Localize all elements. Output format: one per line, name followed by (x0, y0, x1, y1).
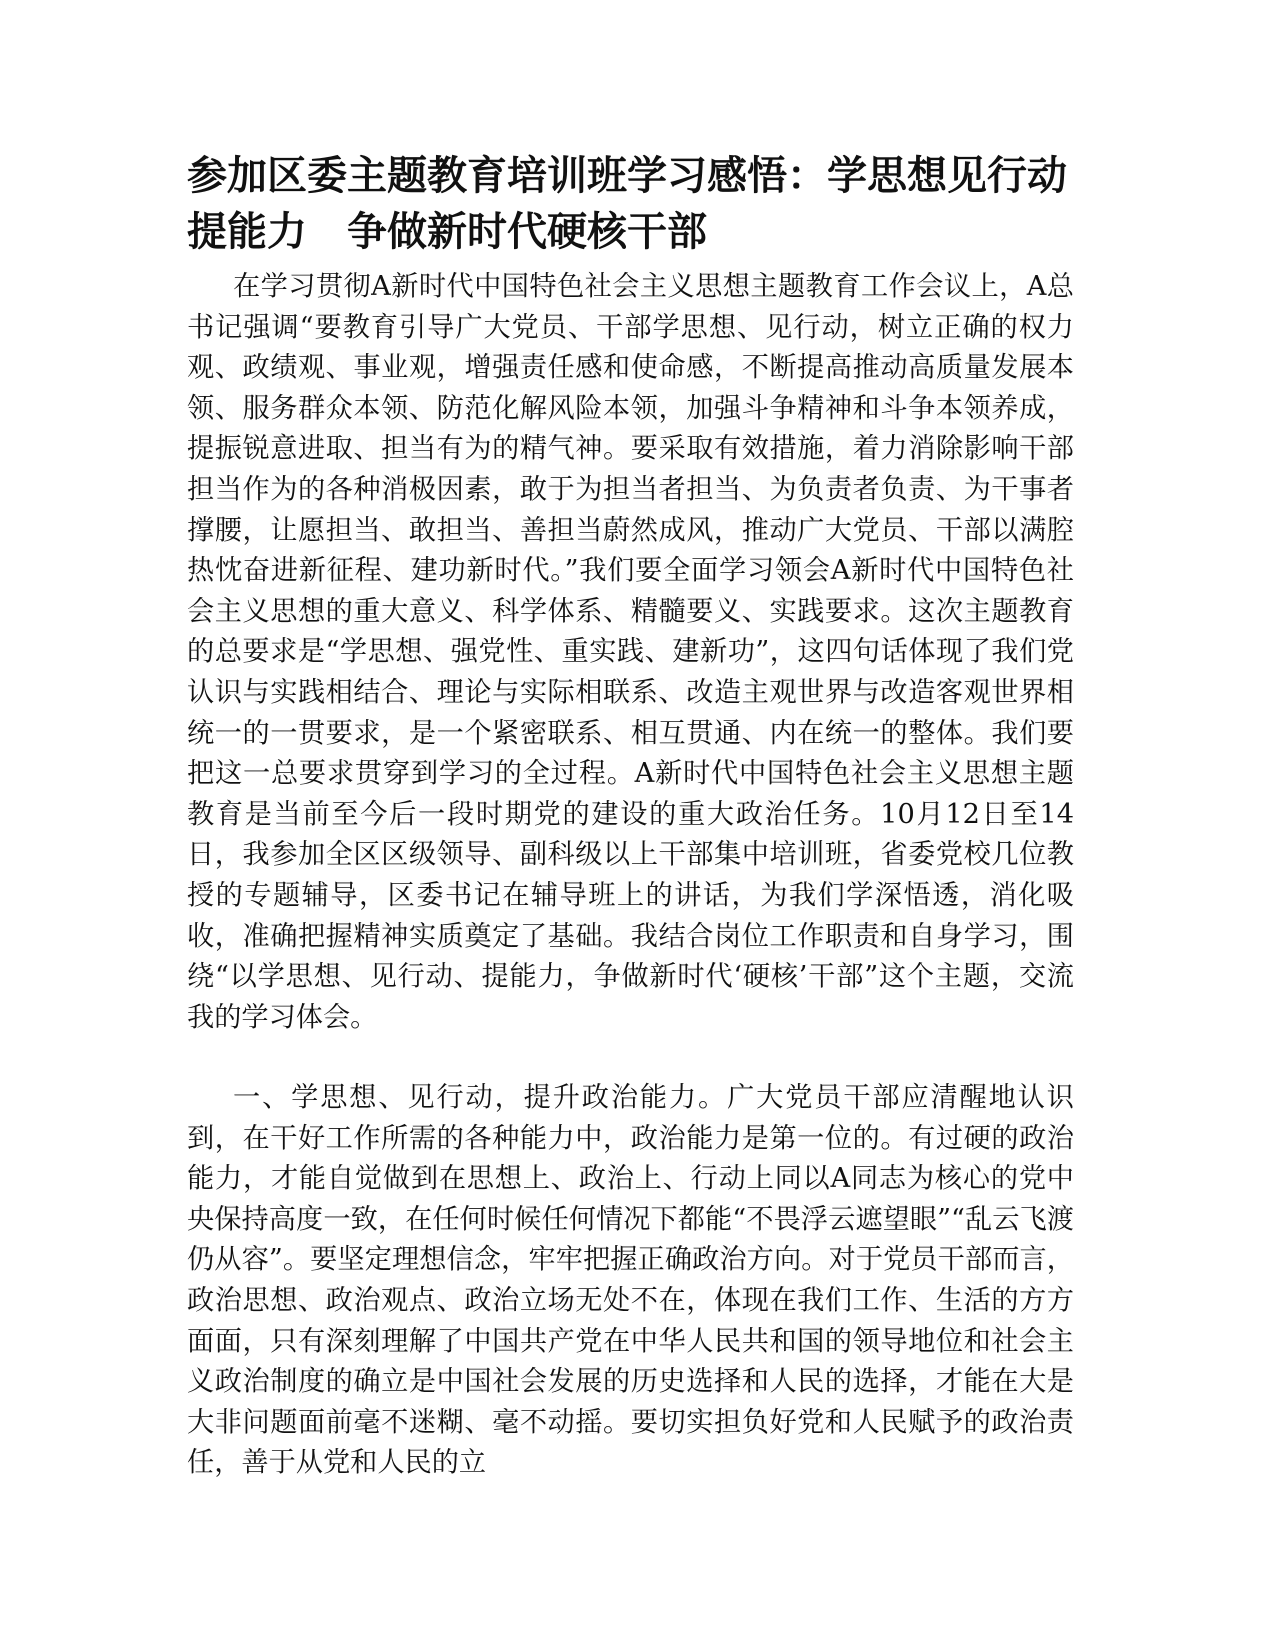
document-title: 参加区委主题教育培训班学习感悟：学思想见行动提能力 争做新时代硬核干部 (187, 153, 1067, 255)
body-paragraph-2: 一、学思想、见行动，提升政治能力。广大党员干部应清醒地认识到，在干好工作所需的各种能力中，政治能力是第一位的。有过硬的政治能力，才能自觉做到在思想上、政治上、行动上同以A同志为核心的党中央保持高度一致，在任何时候任何情况下都能“不畏浮云遮望眼”“乱云飞渡仍从容”。要坚定理想信念，牢牢把握正确政治方向。对于党员干部而言，政治思想、政治观点、政治立场无处不在，体现在我们工作、生活的方方面面，只有深刻理解了中国共产党在中华人民共和国的领导地位和社会主义政治制度的确立是中国社会发展的历史选择和人民的选择，才能在大是大非问题面前毫不迷糊、毫不动摇。要切实担负好党和人民赋予的政治责任，善于从党和人民的立 (187, 1082, 1074, 1479)
body-paragraph-1: 在学习贯彻A新时代中国特色社会主义思想主题教育工作会议上，A总书记强调“要教育引导广大党员、干部学思想、见行动，树立正确的权力观、政绩观、事业观，增强责任感和使命感，不断提高推动高质量发展本领、服务群众本领、防范化解风险本领，加强斗争精神和斗争本领养成，提振锐意进取、担当有为的精气神。要采取有效措施，着力消除影响干部担当作为的各种消极因素，敢于为担当者担当、为负责者负责、为干事者撑腰，让愿担当、敢担当、善担当蔚然成风，推动广大党员、干部以满腔热忱奋进新征程、建功新时代。”我们要全面学习领会A新时代中国特色社会主义思想的重大意义、科学体系、精髓要义、实践要求。这次主题教育的总要求是“学思想、强党性、重实践、建新功”，这四句话体现了我们党认识与实践相结合、理论与实际相联系、改造主观世界与改造客观世界相统一的一贯要求，是一个紧密联系、相互贯通、内在统一的整体。我们要把这一总要求贯穿到学习的全过程。A新时代中国特色社会主义思想主题教育是当前至今后一段时期党的建设的重大政治任务。10月12日至14日，我参加全区区级领导、副科级以上干部集中培训班，省委党校几位教授的专题辅导，区委书记在辅导班上的讲话，为我们学深悟透，消化吸收，准确把握精神实质奠定了基础。我结合岗位工作职责和自身学习，围绕“以学思想、见行动、提能力，争做新时代‘硬核’干部”这个主题，交流我的学习体会。 (187, 271, 1074, 1033)
